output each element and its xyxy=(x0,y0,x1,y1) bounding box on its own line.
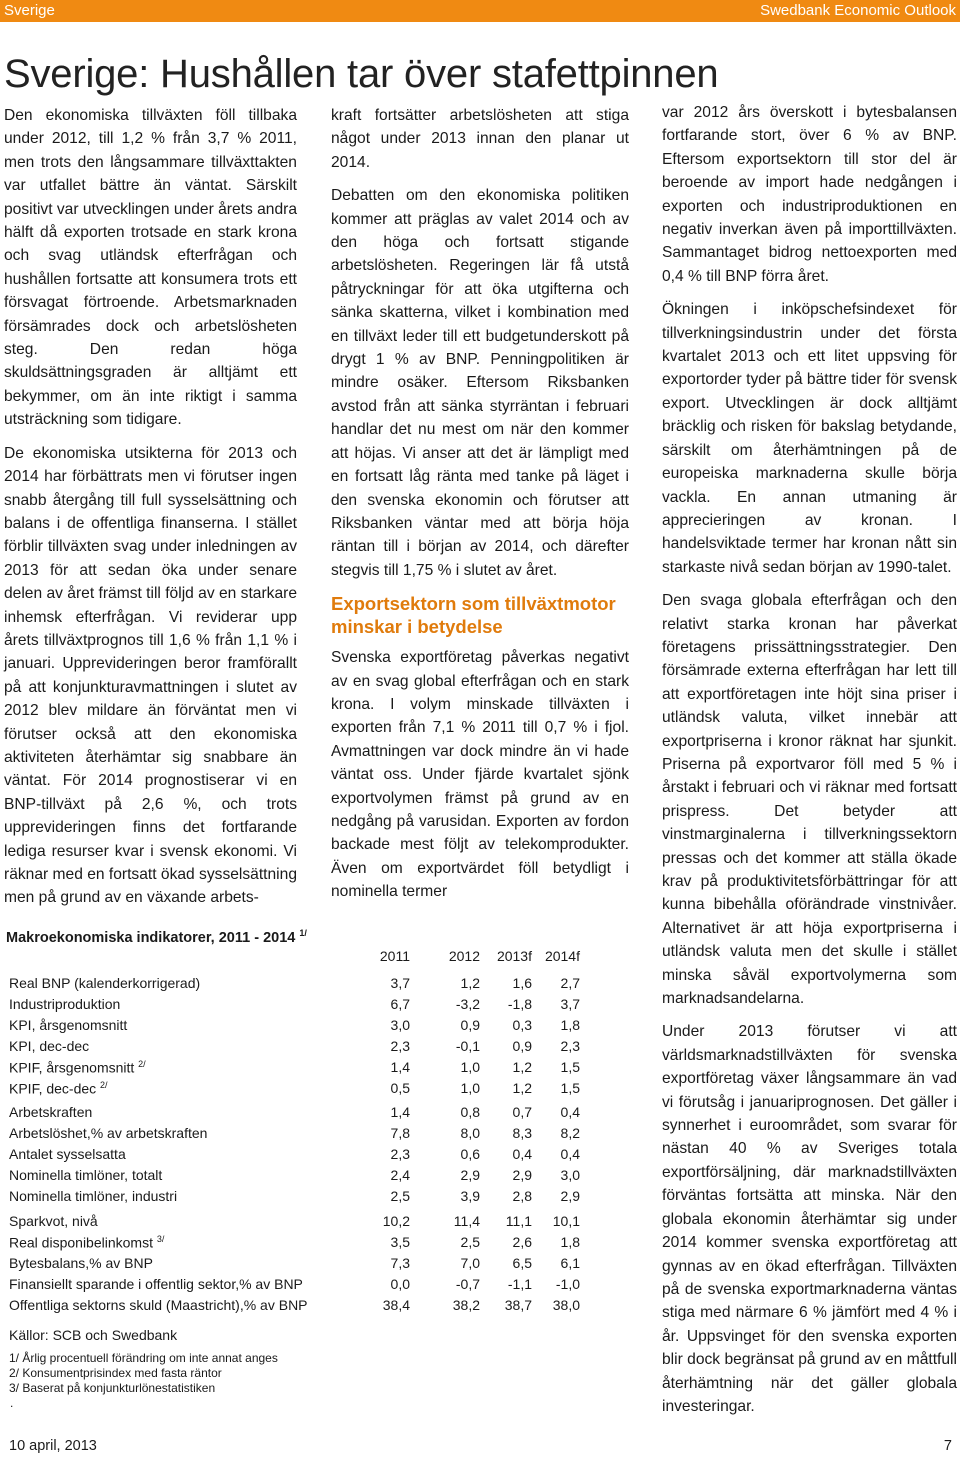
row-label xyxy=(9,1080,108,1097)
table-row xyxy=(0,1234,600,1255)
table-cell: 3,5 xyxy=(390,1234,410,1250)
row-label-text: Real disponibelinkomst xyxy=(9,1234,153,1251)
table-title xyxy=(6,928,307,946)
table-cell: 11,4 xyxy=(453,1213,480,1229)
table-cell: 2,6 xyxy=(512,1234,532,1250)
row-label-text: Nominella timlöner, industri xyxy=(9,1188,178,1204)
row-label xyxy=(9,1125,207,1141)
table-cell: 1,2 xyxy=(512,1059,532,1075)
table-note: 2/ Konsumentprisindex med fasta räntor xyxy=(9,1366,222,1380)
paragraph: var 2012 års överskott i bytesbalansen fortfarande stort, över 6 % av BNP. Eftersom exportsektorn till stor del är beroende av import hade nedgången i exporten och industriproduktionen en negativ inverkan även på importtillväxten. Sammantaget bidrog nettoexporten med 0,4 % till BNP förra året. xyxy=(662,104,957,285)
table-cell: 38,4 xyxy=(382,1297,410,1313)
column-1 xyxy=(4,104,297,920)
table-cell: 11,1 xyxy=(505,1213,532,1229)
table-row xyxy=(0,1213,600,1234)
table-note: 3/ Baserat på konjunkturlönestatistiken xyxy=(9,1381,216,1395)
row-label xyxy=(9,1276,303,1292)
table-cell: 1,2 xyxy=(512,1080,532,1096)
table-row xyxy=(0,1276,600,1297)
stray-dot: . xyxy=(10,1396,14,1410)
row-label-text: Arbetskraften xyxy=(9,1104,93,1120)
row-label-text: Antalet sysselsatta xyxy=(9,1146,126,1162)
table-cell: 3,7 xyxy=(560,996,580,1012)
table-cell: 6,5 xyxy=(512,1255,532,1271)
publication-label: Swedbank Economic Outlook xyxy=(760,2,956,19)
table-cell: 0,5 xyxy=(390,1080,410,1096)
table-cell: 2,9 xyxy=(512,1167,532,1183)
row-label xyxy=(9,1104,92,1120)
table-row xyxy=(0,996,600,1017)
table-cell: 3,0 xyxy=(390,1017,410,1033)
row-label-text: Industriproduktion xyxy=(9,996,121,1012)
paragraph: Den ekonomiska tillväxten föll tillbaka under 2012, till 1,2 % från 3,7 % 2011, men trots den långsammare tillväxttakten var utfallet bättre än väntat. Särskilt positivt var utvecklingen under årets andra hälft då exporten trotsade en stark krona och svag utländsk efterfrågan och hushållen fortsatte att konsumera trots ett försvagat förtroende. Arbetsmarknaden försämrades dock och arbetslösheten steg. Den redan höga skuldsättningsgraden är alltjämt ett bekymmer, om än inte riktigt i samma utsträckning som tidigare. xyxy=(4,107,297,429)
page-title: Sverige: Hushållen tar över stafettpinnen xyxy=(4,52,719,96)
row-footnote: 2/ xyxy=(100,1080,108,1090)
table-cell: 38,7 xyxy=(504,1297,532,1313)
table-cell: 10,1 xyxy=(552,1213,580,1229)
row-label xyxy=(9,1146,126,1162)
row-label xyxy=(9,1234,164,1251)
table-row xyxy=(0,1255,600,1276)
section-label: Sverige xyxy=(4,2,55,19)
table-row xyxy=(0,1080,600,1101)
table-cell: 8,0 xyxy=(460,1125,480,1141)
table-cell: 10,2 xyxy=(382,1213,410,1229)
table-cell: -1,1 xyxy=(507,1276,532,1292)
table-cell: 2,3 xyxy=(560,1038,580,1054)
row-label xyxy=(9,1038,89,1054)
table-cell: 1,2 xyxy=(460,975,480,991)
table-cell: 1,5 xyxy=(560,1059,580,1075)
paragraph: kraft fortsätter arbetslösheten att stiga något under 2013 innan den planar ut 2014. xyxy=(331,107,629,171)
paragraph: Den svaga globala efterfrågan och den relativt starka kronan har påverkat företagens prissättningsstrategier. Den försämrade externa efterfrågan har lett till att exportföretagen inte höjt sina priser i utländsk valuta, vilket innebär att exportpriserna i kronor räknat har sjunkit. Priserna på exportvaror föll med 5 % i årstakt i februari och vi räknar med fortsatt prispress. Det betyder att vinstmarginalerna i tillverkningssektorn pressas och det kommer att ställa ökade krav på produktivitetsförbättringar för att kunna bibehålla oförändrade vinstnivåer. Alternativet är att höja exportpriserna i utländsk valuta men det skulle i stället minska såväl exportvolymerna som marknadsandelarna. xyxy=(662,592,957,1008)
year-header: 2013f xyxy=(496,948,532,964)
table-row xyxy=(0,1125,600,1146)
table-cell: 1,4 xyxy=(390,1059,410,1075)
table-cell: 6,7 xyxy=(390,996,410,1012)
table-cell: 38,0 xyxy=(552,1297,580,1313)
row-label-text: Sparkvot, nivå xyxy=(9,1213,98,1229)
table-cell: 2,4 xyxy=(390,1167,410,1183)
header-bar xyxy=(0,0,960,22)
table-cell: 0,0 xyxy=(390,1276,410,1292)
column-3 xyxy=(662,101,957,1428)
table-cell: 2,9 xyxy=(560,1188,580,1204)
table-cell: 7,8 xyxy=(390,1125,410,1141)
row-label-text: KPI, årsgenomsnitt xyxy=(9,1017,128,1033)
table-row xyxy=(0,1038,600,1059)
page-number: 7 xyxy=(943,1438,952,1454)
row-label xyxy=(9,1017,127,1033)
table-cell: 0,9 xyxy=(460,1017,480,1033)
table-cell: 0,3 xyxy=(512,1017,532,1033)
table-cell: 0,9 xyxy=(512,1038,532,1054)
paragraph: Debatten om den ekonomiska politiken kommer att präglas av valet 2014 och av den höga och fortsatt stigande arbetslösheten. Regeringen lär få utstå påtryckningar för att öka utgifterna och sänka skatterna, vilket i kombination med en tillväxt leder till ett budgetunderskott på drygt 1 % av BNP. Penningpolitiken är mindre osäker. Eftersom Riksbanken avstod från att sänka styrräntan i februari handlar det nu mest om när den kommer att höjas. Vi anser att det är lämpligt med en fortsatt låg ränta med tanke på läget i den svenska ekonomin och förutser att Riksbanken väntar med att börja höja räntan till i början av 2014, och därefter stegvis till 1,75 % i slutet av året. xyxy=(331,187,629,579)
row-label-text: KPI, dec-dec xyxy=(9,1038,90,1054)
table-cell: 2,9 xyxy=(460,1167,480,1183)
column-2 xyxy=(331,104,629,914)
table-cell: 2,3 xyxy=(390,1038,410,1054)
table-cell: 7,0 xyxy=(460,1255,480,1271)
table-cell: -0,7 xyxy=(455,1276,480,1292)
year-header: 2014f xyxy=(544,948,580,964)
table-title-text: Makroekonomiska indikatorer, 2011 - 2014 xyxy=(6,929,296,946)
table-cell: 3,9 xyxy=(460,1188,480,1204)
table-cell: -3,2 xyxy=(455,996,480,1012)
table-row xyxy=(0,975,600,996)
table-source: Källor: SCB och Swedbank xyxy=(9,1327,178,1343)
row-label xyxy=(9,975,200,991)
row-label xyxy=(9,1167,162,1183)
paragraph: Svenska exportföretag påverkas negativt av en svag global efterfrågan och en stark krona. I volym minskade tillväxten i exporten från 7,1 % 2011 till 0,7 % i fjol. Avmattningen var dock mindre än vi hade väntat oss. Under fjärde kvartalet sjönk exportvolymen främst på grund av en nedgång på varusidan. Exporten av fordon backade mest följt av telekomprodukter. Även om exportvärdet föll betydligt i nominella termer xyxy=(331,649,629,901)
table-row xyxy=(0,1017,600,1038)
table-row xyxy=(0,1104,600,1125)
row-label xyxy=(9,996,120,1012)
table-cell: -0,1 xyxy=(455,1038,480,1054)
section-heading: Exportsektorn som tillväxtmotor minskar i betydelse xyxy=(331,593,616,638)
table-cell: 2,5 xyxy=(390,1188,410,1204)
table-row xyxy=(0,1188,600,1209)
row-label xyxy=(9,1059,146,1076)
table-row xyxy=(0,1059,600,1080)
table-row xyxy=(0,1167,600,1188)
table-cell: 1,8 xyxy=(560,1017,580,1033)
table-cell: 0,4 xyxy=(560,1104,580,1120)
year-header: 2011 xyxy=(379,948,410,964)
row-label-text: KPIF, dec-dec xyxy=(9,1080,97,1097)
year-header: 2012 xyxy=(448,948,480,964)
table-cell: -1,8 xyxy=(507,996,532,1012)
paragraph: Ökningen i inköpschefsindexet för tillverkningsindustrin under det första kvartalet 2013 och ett litet uppsving för exportorder tyder på bättre tider för svensk export. Utvecklingen är dock alltjämt bräcklig och risken för bakslag betydande, särskilt om återhämtningen på de europeiska marknaderna skulle börja vackla. En annan utmaning är apprecieringen av kronan. I handelsviktade termer har kronan nått sin starkaste nivå sedan början av 1990-talet. xyxy=(662,301,957,576)
row-footnote: 2/ xyxy=(138,1059,146,1069)
table-cell: 8,2 xyxy=(560,1125,580,1141)
table-cell: 3,7 xyxy=(390,975,410,991)
table-cell: 8,3 xyxy=(512,1125,532,1141)
table-cell: 7,3 xyxy=(390,1255,410,1271)
footer-date: 10 april, 2013 xyxy=(9,1438,97,1454)
row-label xyxy=(9,1255,153,1271)
table-row xyxy=(0,1297,600,1318)
table-cell: 1,0 xyxy=(460,1080,480,1096)
paragraph: Under 2013 förutser vi att världsmarknadstillväxten för svenska exportföretag växer långsammare än vad vi förutsåg i januariprognosen. Det gäller i synnerhet i euroområdet, som svarar för nästan 40 % av Sveriges totala exportförsäljning, där marknadstillväxten förväntas fortsätta att minska. När den globala ekonomin återhämtar sig under 2014 kommer svenska exportföretag att gynnas av en ökad efterfrågan. Tillväxten på de svenska exportmarknaderna väntas stiga med närmare 6 % jämfört med 4 % i år. Uppsvinget för den svenska exporten blir dock begränsat på grund av en måttfull återhämtning när det gäller globala investeringar. xyxy=(662,1023,957,1415)
table-note: 1/ Årlig procentuell förändring om inte annat anges xyxy=(9,1351,278,1365)
table-cell: 3,0 xyxy=(560,1167,580,1183)
row-label xyxy=(9,1188,177,1204)
row-footnote: 3/ xyxy=(156,1234,165,1244)
table-cell: 2,8 xyxy=(512,1188,532,1204)
table-title-footnote: 1/ xyxy=(299,928,307,938)
table-cell: 6,1 xyxy=(560,1255,580,1271)
table-cell: 1,0 xyxy=(460,1059,480,1075)
row-label xyxy=(9,1297,308,1313)
table-cell: 38,2 xyxy=(452,1297,480,1313)
table-row xyxy=(0,1146,600,1167)
row-label-text: KPIF, årsgenomsnitt xyxy=(9,1059,135,1076)
row-label-text: Nominella timlöner, totalt xyxy=(9,1167,163,1183)
table-cell: 0,4 xyxy=(560,1146,580,1162)
table-cell: 0,8 xyxy=(460,1104,480,1120)
table-cell: 2,5 xyxy=(460,1234,480,1250)
table-cell: 2,7 xyxy=(560,975,580,991)
table-cell: 1,8 xyxy=(560,1234,580,1250)
row-label-text: Finansiellt sparande i offentlig sektor,% av BNP xyxy=(9,1276,303,1292)
row-label-text: Bytesbalans,% av BNP xyxy=(9,1255,153,1271)
table-cell: 2,3 xyxy=(390,1146,410,1162)
table-cell: 0,7 xyxy=(512,1104,532,1120)
table-cell: 1,6 xyxy=(512,975,532,991)
row-label-text: Offentliga sektorns skuld (Maastricht),% av BNP xyxy=(9,1297,308,1313)
table-cell: 0,4 xyxy=(512,1146,532,1162)
paragraph: De ekonomiska utsikterna för 2013 och 2014 har förbättrats men vi förutser ingen snabb återgång till full sysselsättning och balans i de offentliga finanserna. I stället förblir tillväxten svag under inledningen av 2013 för att sedan öka under senare delen av året främst till följd av en starkare inhemsk efterfrågan. Vi reviderar upp årets tillväxtprognos till 1,6 % från 1,1 % i januari. Upprevideringen beror framförallt på att konjunkturavmattningen i slutet av 2012 blev mildare än förväntat men vi förutser också att den ekonomiska aktiviteten återhämtar sig snabbare än väntat. För 2014 prognostiserar vi en BNP-tillväxt på 2,6 %, och trots upprevideringen finns det fortfarande lediga resurser kvar i svensk ekonomi. Vi räknar med en fortsatt ökad sysselsättning men på grund av en växande arbets- xyxy=(4,444,297,907)
table-cell: 1,4 xyxy=(390,1104,410,1120)
row-label-text: Arbetslöshet,% av arbetskraften xyxy=(9,1125,208,1141)
row-label-text: Real BNP (kalenderkorrigerad) xyxy=(9,975,201,991)
table-cell: 0,6 xyxy=(460,1146,480,1162)
table-cell: 1,5 xyxy=(560,1080,580,1096)
table-cell: -1,0 xyxy=(555,1276,580,1292)
row-label xyxy=(9,1213,98,1229)
